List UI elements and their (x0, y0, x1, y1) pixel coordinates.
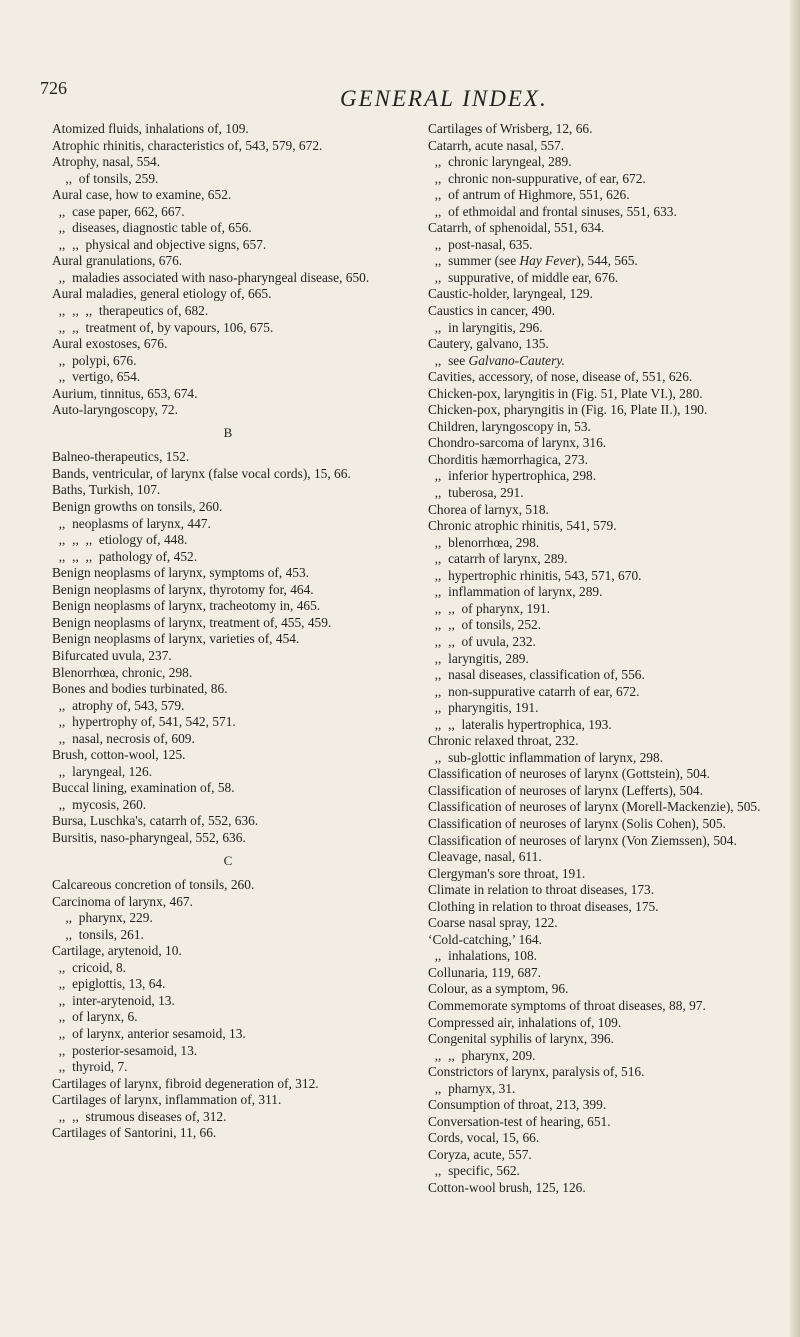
index-entry: Cleavage, nasal, 611. (428, 849, 542, 865)
index-entry: ,, ,, pharynx, 209. (428, 1047, 536, 1063)
index-entry: ,, thyroid, 7. (52, 1059, 128, 1075)
index-entry: ,, laryngeal, 126. (52, 763, 153, 779)
index-entry: ,, inhalations, 108. (428, 948, 537, 964)
index-entry: ,, pharynx, 229. (52, 910, 153, 926)
index-entry: ,, in laryngitis, 296. (428, 319, 543, 335)
index-entry: Climate in relation to throat diseases, 173. (428, 882, 655, 898)
index-entry: ,, tonsils, 261. (52, 926, 144, 942)
index-entry: Brush, cotton-wool, 125. (52, 747, 186, 763)
index-entry: Caustic-holder, laryngeal, 129. (428, 286, 593, 302)
index-entry: ,, hypertrophic rhinitis, 543, 571, 670. (428, 567, 642, 583)
index-entry: Cartilages of Santorini, 11, 66. (52, 1125, 217, 1141)
index-entry-text: ), 544, 565. (576, 253, 638, 269)
index-entry: ,, blenorrhœa, 298. (428, 534, 540, 550)
index-entry: Cartilages of larynx, fibroid degeneration of, 312. (52, 1075, 319, 1091)
index-entry: Bursitis, naso-pharyngeal, 552, 636. (52, 829, 246, 845)
index-entry: ,, specific, 562. (428, 1163, 520, 1179)
index-entry: Chronic relaxed throat, 232. (428, 733, 579, 749)
index-entry: Children, laryngoscopy in, 53. (428, 418, 591, 434)
index-entry: ,, posterior-sesamoid, 13. (52, 1042, 198, 1058)
index-entry: Cotton-wool brush, 125, 126. (428, 1180, 586, 1195)
index-entry: ,, diseases, diagnostic table of, 656. (52, 220, 252, 236)
index-entry: ,, pharnyx, 31. (428, 1080, 516, 1096)
index-entry: Carcinoma of larynx, 467. (52, 893, 193, 909)
index-entry: ,, post-nasal, 635. (428, 236, 533, 252)
index-entry: Balneo-therapeutics, 152. (52, 449, 190, 465)
index-entry: Cautery, galvano, 135. (428, 336, 549, 352)
index-entry-italic: Hay Fever (519, 253, 577, 269)
index-entry: Cartilages of larynx, inflammation of, 311. (52, 1092, 282, 1108)
index-entry: Chondro-sarcoma of larynx, 316. (428, 435, 607, 451)
index-entry: Chicken-pox, laryngitis in (Fig. 51, Plate VI.), 280. (428, 385, 703, 401)
index-entry: Benign neoplasms of larynx, tracheotomy in, 465. (52, 598, 321, 614)
index-entry (428, 353, 790, 370)
index-entry: ,, nasal diseases, classification of, 556. (428, 667, 645, 683)
index-entry: Bones and bodies turbinated, 86. (52, 681, 228, 697)
index-entry: Bifurcated uvula, 237. (52, 647, 172, 663)
index-entry: Classification of neuroses of larynx (Lefferts), 504. (428, 782, 703, 798)
index-entry: Benign neoplasms of larynx, symptoms of, 453. (52, 565, 310, 581)
index-entry: Buccal lining, examination of, 58. (52, 780, 235, 796)
index-entry: ,, tuberosa, 291. (428, 485, 524, 501)
index-entry: Chorditis hæmorrhagica, 273. (428, 451, 588, 467)
index-entry: Blenorrhœa, chronic, 298. (52, 664, 193, 680)
index-entry: Classification of neuroses of larynx (Von Ziemssen), 504. (428, 832, 737, 848)
index-entry: ,, ,, ,, pathology of, 452. (52, 548, 198, 564)
index-entry: Calcareous concretion of tonsils, 260. (52, 877, 255, 893)
index-entry: Coarse nasal spray, 122. (428, 915, 558, 931)
index-entry: ,, of ethmoidal and frontal sinuses, 551, 633. (428, 203, 677, 219)
index-entry: Benign neoplasms of larynx, treatment of, 455, 459. (52, 614, 332, 630)
index-entry: ,, polypi, 676. (52, 352, 137, 368)
index-entry: Cartilage, arytenoid, 10. (52, 943, 182, 959)
index-entry: ,, neoplasms of larynx, 447. (52, 515, 211, 531)
index-entry: ,, ,, strumous diseases of, 312. (52, 1108, 227, 1124)
index-entry: ,, sub-glottic inflammation of larynx, 298. (428, 749, 664, 765)
index-entry: ,, pharyngitis, 191. (428, 700, 539, 716)
index-entry: Chicken-pox, pharyngitis in (Fig. 16, Plate II.), 190. (428, 402, 708, 418)
index-entry: Caustics in cancer, 490. (428, 303, 556, 319)
index-entry: Coryza, acute, 557. (428, 1146, 532, 1162)
index-column-left (52, 121, 404, 1142)
index-entry: Atrophic rhinitis, characteristics of, 543, 579, 672. (52, 137, 323, 153)
index-entry: Catarrh, acute nasal, 557. (428, 137, 565, 153)
index-entry: Benign neoplasms of larynx, varieties of, 454. (52, 631, 300, 647)
index-entry: ,, vertigo, 654. (52, 369, 141, 385)
index-entry: Classification of neuroses of larynx (Gottstein), 504. (428, 766, 710, 782)
index-entry: Classification of neuroses of larynx (Solis Cohen), 505. (428, 815, 726, 831)
index-entry: Aural granulations, 676. (52, 253, 183, 269)
index-entry: ,, ,, ,, therapeutics of, 682. (52, 303, 209, 319)
index-entry: ‘Cold-catching,’ 164. (428, 931, 542, 947)
index-entry: ,, of larynx, anterior sesamoid, 13. (52, 1025, 246, 1041)
index-entry: Classification of neuroses of larynx (Morell-Mackenzie), 505. (428, 799, 761, 815)
index-entry: Bands, ventricular, of larynx (false vocal cords), 15, 66. (52, 465, 351, 481)
index-entry: Collunaria, 119, 687. (428, 964, 541, 980)
index-entry: Chorea of larnyx, 518. (428, 501, 549, 517)
page-binding-edge (790, 0, 800, 1337)
index-entry (428, 253, 790, 270)
index-entry: ,, chronic non-suppurative, of ear, 672. (428, 170, 646, 186)
index-entry: ,, ,, ,, etiology of, 448. (52, 532, 188, 548)
index-entry-text: ,, see (428, 352, 469, 368)
index-entry: ,, ,, of tonsils, 252. (428, 617, 542, 633)
index-entry: Commemorate symptoms of throat diseases, 88, 97. (428, 997, 706, 1013)
index-entry: ,, of antrum of Highmore, 551, 626. (428, 187, 630, 203)
index-entry: Conversation-test of hearing, 651. (428, 1113, 611, 1129)
index-entry: ,, inflammation of larynx, 289. (428, 584, 603, 600)
index-entry: Compressed air, inhalations of, 109. (428, 1014, 622, 1030)
index-entry: Cords, vocal, 15, 66. (428, 1130, 540, 1146)
index-entry: ,, inter-arytenoid, 13. (52, 992, 175, 1008)
index-entry: Cavities, accessory, of nose, disease of, 551, 626. (428, 369, 693, 385)
index-entry: ,, chronic laryngeal, 289. (428, 154, 572, 170)
index-entry: Clothing in relation to throat diseases, 175. (428, 898, 659, 914)
running-title: GENERAL INDEX. (340, 86, 548, 111)
index-entry: Congenital syphilis of larynx, 396. (428, 1031, 614, 1047)
index-entry: Catarrh, of sphenoidal, 551, 634. (428, 220, 605, 236)
index-entry: ,, epiglottis, 13, 64. (52, 976, 166, 992)
index-entry: Benign growths on tonsils, 260. (52, 499, 223, 515)
index-entry: ,, atrophy of, 543, 579. (52, 697, 185, 713)
index-entry: Bursa, Luschka's, catarrh of, 552, 636. (52, 813, 259, 829)
index-entry: ,, cricoid, 8. (52, 959, 127, 975)
index-entry: Benign neoplasms of larynx, thyrotomy for, 464. (52, 581, 314, 597)
index-entry: Baths, Turkish, 107. (52, 482, 161, 498)
index-entry: Cartilages of Wrisberg, 12, 66. (428, 121, 593, 136)
index-entry: Consumption of throat, 213, 399. (428, 1097, 607, 1113)
index-entry: ,, of tonsils, 259. (52, 170, 159, 186)
index-entry: ,, mycosis, 260. (52, 796, 147, 812)
index-entry: Chronic atrophic rhinitis, 541, 579. (428, 518, 617, 534)
index-entry: ,, inferior hypertrophica, 298. (428, 468, 597, 484)
index-entry: Colour, as a symptom, 96. (428, 981, 569, 997)
index-entry: ,, non-suppurative catarrh of ear, 672. (428, 683, 640, 699)
index-entry: ,, catarrh of larynx, 289. (428, 551, 568, 567)
index-entry: ,, ,, lateralis hypertrophica, 193. (428, 716, 612, 732)
index-entry: Aural case, how to examine, 652. (52, 187, 232, 203)
index-entry-italic: Galvano-Cautery. (468, 352, 565, 368)
index-entry: Aural maladies, general etiology of, 665. (52, 286, 272, 302)
index-entry: ,, of larynx, 6. (52, 1009, 138, 1025)
section-letter: C (223, 852, 233, 868)
index-entry-text: ,, summer (see (428, 253, 520, 269)
index-entry: ,, ,, of pharynx, 191. (428, 600, 550, 616)
index-entry: Clergyman's sore throat, 191. (428, 865, 586, 881)
index-entry: ,, suppurative, of middle ear, 676. (428, 269, 619, 285)
index-entry: Aural exostoses, 676. (52, 336, 168, 352)
index-entry: Atrophy, nasal, 554. (52, 154, 161, 170)
index-entry: ,, ,, of uvula, 232. (428, 633, 536, 649)
index-entry: ,, hypertrophy of, 541, 542, 571. (52, 714, 236, 730)
section-letter: B (223, 424, 233, 440)
index-entry: Atomized fluids, inhalations of, 109. (52, 121, 249, 136)
index-entry: ,, maladies associated with naso-pharyngeal disease, 650. (52, 269, 370, 285)
index-entry: Auto-laryngoscopy, 72. (52, 402, 178, 418)
page-number: 726 (40, 78, 67, 98)
index-entry: ,, laryngitis, 289. (428, 650, 529, 666)
index-entry: ,, nasal, necrosis of, 609. (52, 730, 195, 746)
index-entry: ,, ,, treatment of, by vapours, 106, 675. (52, 319, 274, 335)
index-entry: ,, case paper, 662, 667. (52, 203, 185, 219)
index-column-right (428, 121, 790, 1197)
index-entry: Aurium, tinnitus, 653, 674. (52, 385, 198, 401)
index-entry: ,, ,, physical and objective signs, 657. (52, 236, 267, 252)
index-entry: Constrictors of larynx, paralysis of, 516. (428, 1064, 645, 1080)
